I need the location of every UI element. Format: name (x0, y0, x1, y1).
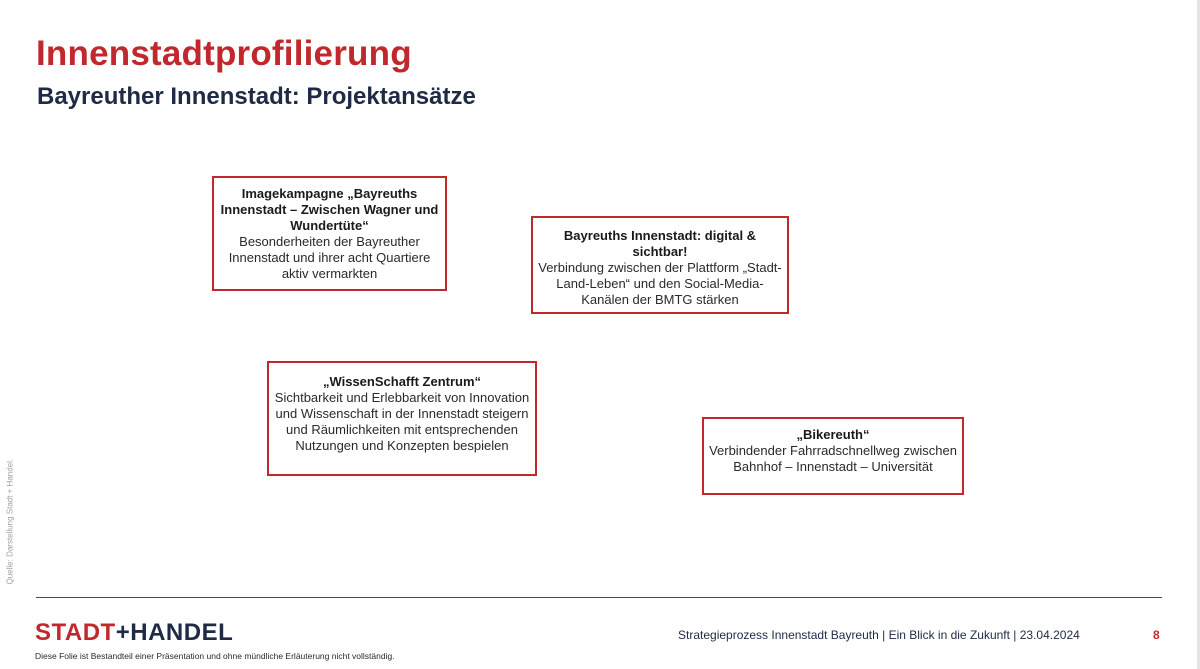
footer-disclaimer: Diese Folie ist Bestandteil einer Präsentation und ohne mündliche Erläuterung nicht vollständig. (35, 651, 395, 661)
logo-part-handel: HANDEL (130, 619, 234, 646)
source-note: Quelle: Darstellung Stadt + Handel. (5, 458, 15, 585)
project-box-title: „WissenSchafft Zentrum“ (322, 374, 482, 389)
project-box-digital (531, 216, 789, 314)
page-subtitle: Bayreuther Innenstadt: Projektansätze (37, 83, 476, 110)
project-box-title: Bayreuths Innenstadt: digital & sichtbar! (563, 228, 757, 259)
project-box-imagekampagne (212, 176, 447, 291)
project-box-body: Verbindung zwischen der Plattform „Stadt-Land-Leben“ und den Social-Media-Kanälen der BMTG stärken (538, 260, 782, 307)
project-box-body: Sichtbarkeit und Erlebbarkeit von Innovation und Wissenschaft in der Innenstadt steigern und Räumlichkeiten mit entsprechenden Nutzungen und Konzepten bespielen (274, 390, 530, 453)
logo-plus: + (115, 619, 131, 646)
project-box-bikereuth (702, 417, 964, 495)
page-number: 8 (1153, 628, 1160, 642)
logo-part-stadt: STADT (35, 619, 116, 646)
footer-divider (36, 597, 1162, 598)
company-logo (35, 619, 233, 647)
project-box-body: Besonderheiten der Bayreuther Innenstadt und ihrer acht Quartiere aktiv vermarkten (228, 234, 431, 281)
project-box-title: Imagekampagne „Bayreuths Innenstadt – Zwischen Wagner und Wundertüte“ (220, 186, 439, 233)
footer-info: Strategieprozess Innenstadt Bayreuth | Ein Blick in die Zukunft | 23.04.2024 (678, 628, 1080, 642)
project-box-wissenschafft (267, 361, 537, 476)
project-box-body: Verbindender Fahrradschnellweg zwischen Bahnhof – Innenstadt – Universität (709, 443, 957, 474)
project-box-title: „Bikereuth“ (796, 427, 870, 442)
page-title: Innenstadtprofilierung (36, 34, 412, 73)
